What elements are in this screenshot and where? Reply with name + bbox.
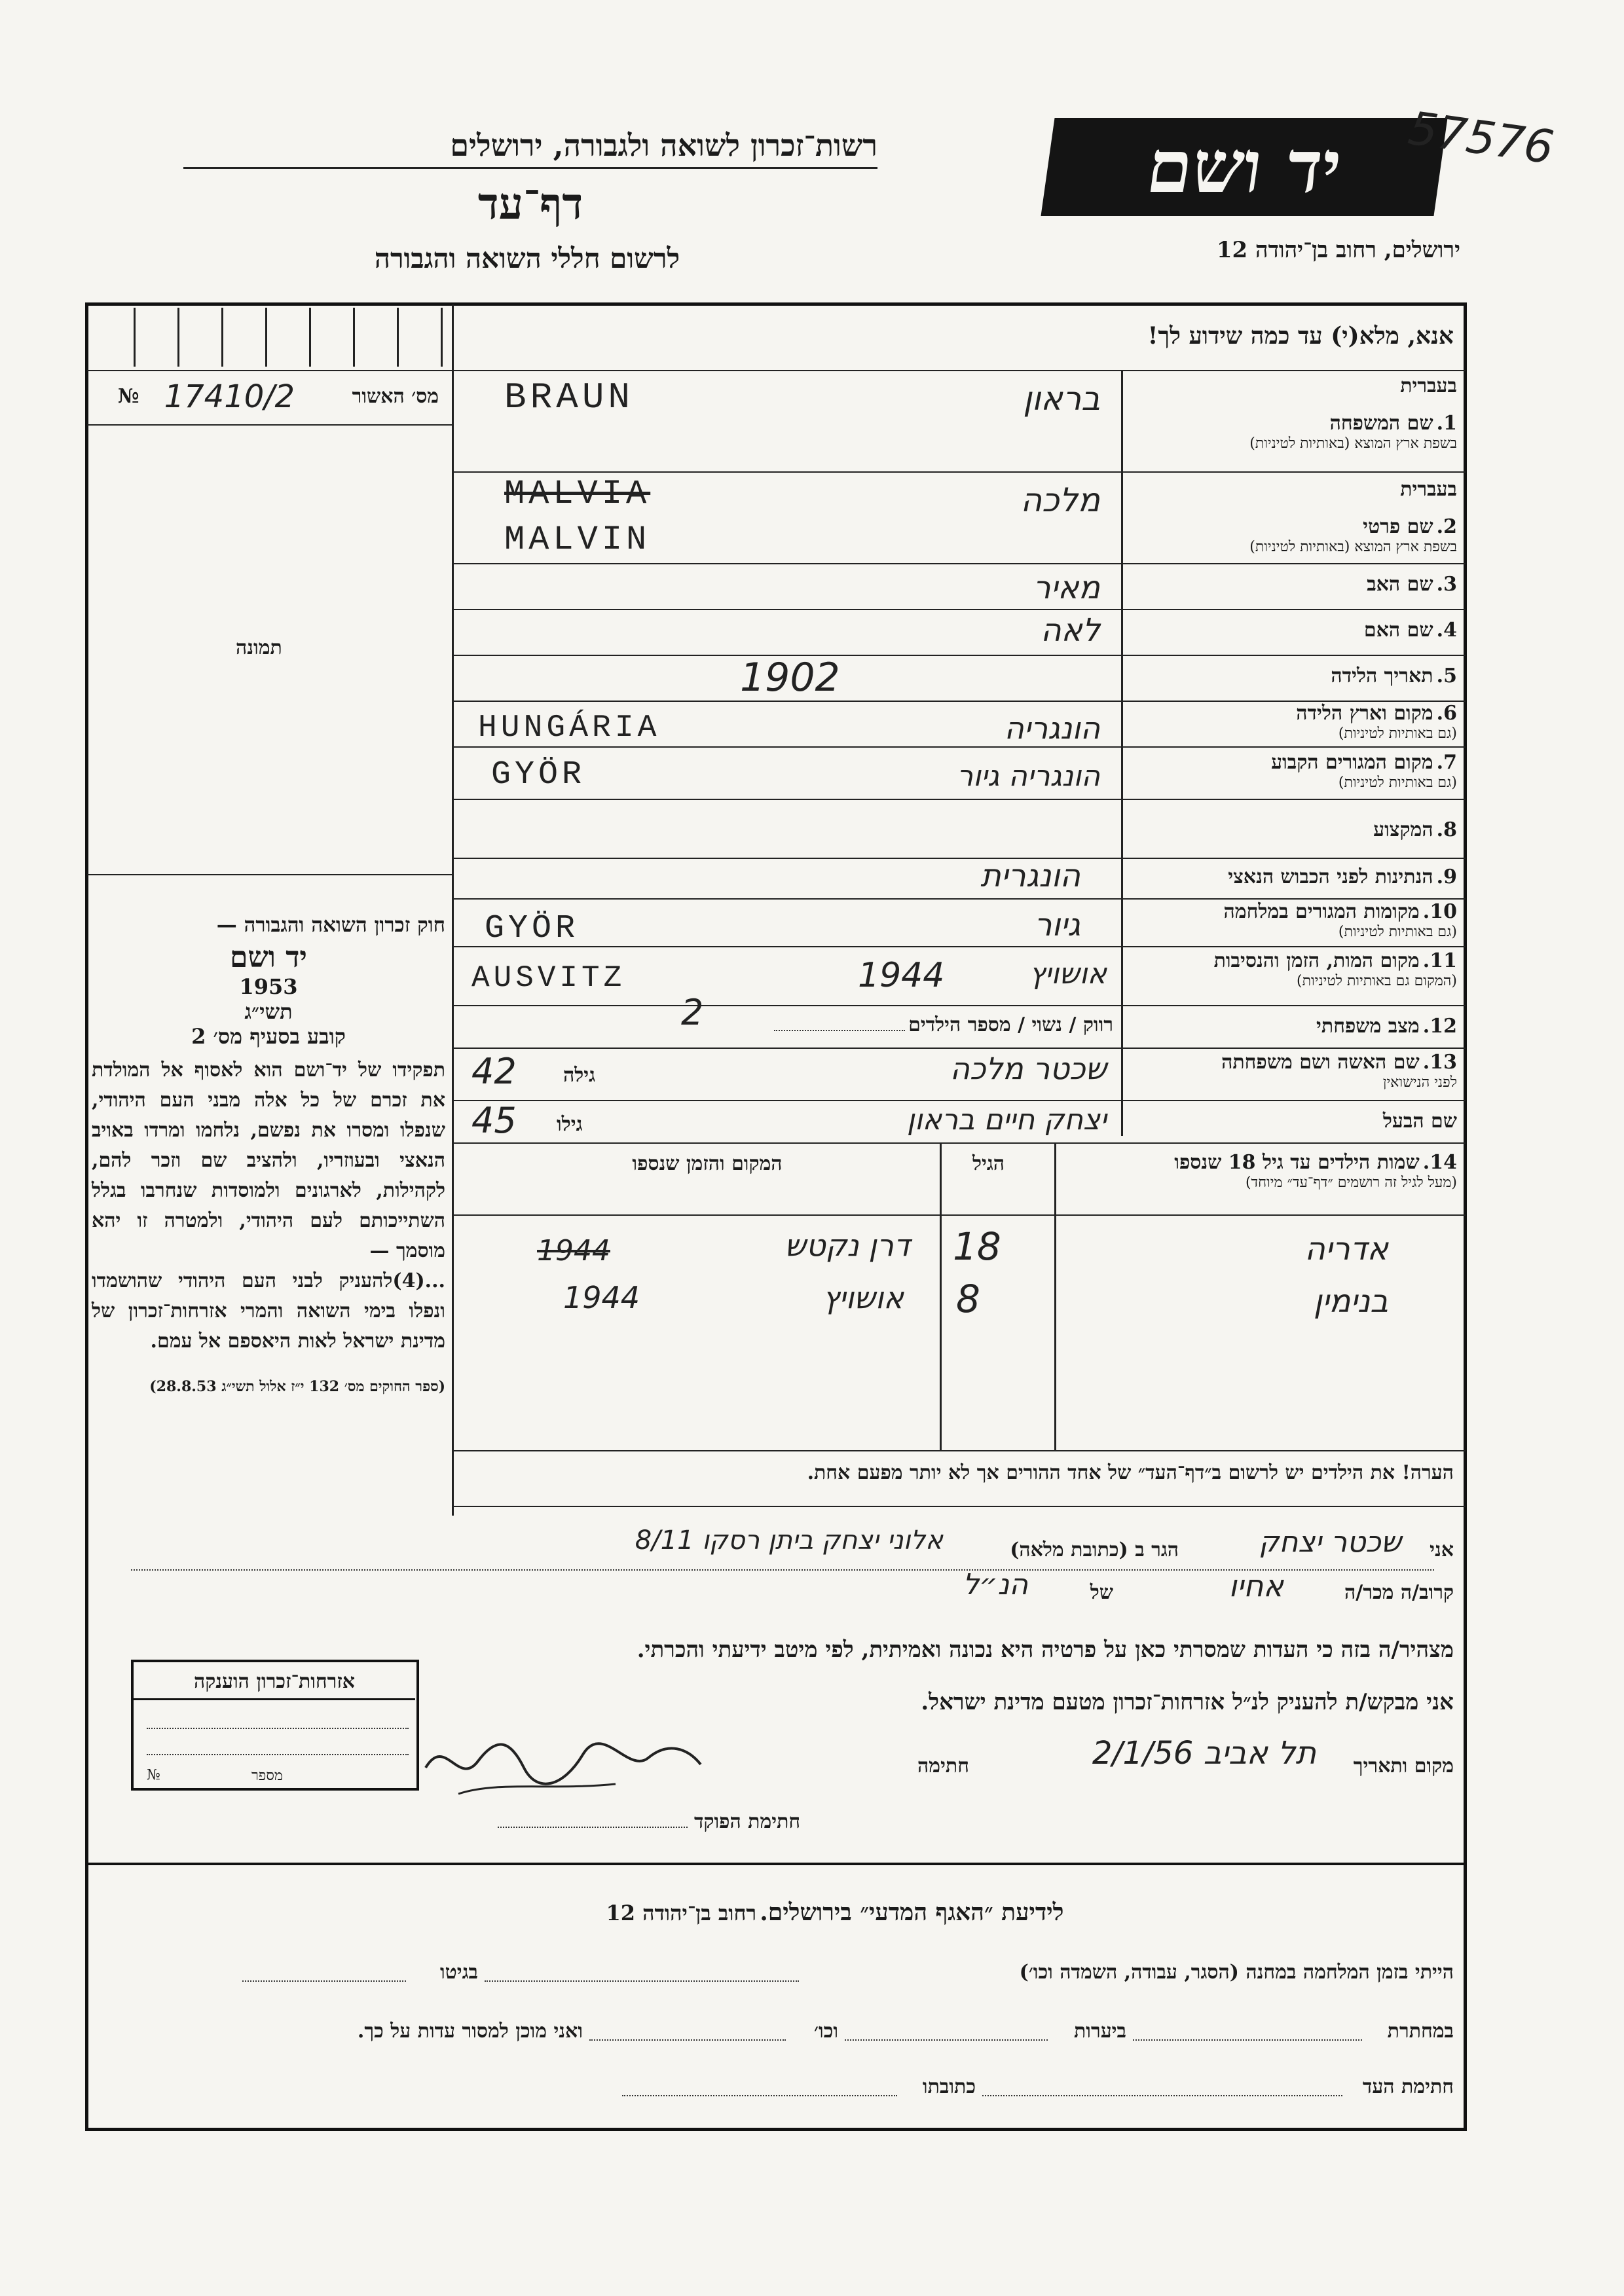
field-label: מקום המגורים הקבוע	[1271, 751, 1433, 774]
field-label: שם פרטי	[1363, 515, 1433, 538]
mother-name: לאה	[1041, 612, 1100, 649]
field-number: 2.	[1436, 515, 1457, 538]
field-row-3	[1123, 573, 1457, 596]
field-label: שם האב	[1367, 573, 1433, 596]
field-number: 14.	[1422, 1151, 1457, 1174]
row-line	[452, 1100, 1466, 1101]
field-row-7	[1123, 751, 1457, 791]
footer-line-1	[196, 1961, 1454, 1994]
field-row-6	[1123, 702, 1457, 742]
field-label: מקום וארץ הלידה	[1296, 702, 1433, 725]
age-header: הגיל	[972, 1152, 1005, 1175]
declarant-address: אלוני יצחק ביתן רסקו 8/11	[635, 1525, 943, 1556]
place-date-label: מקום ותאריך	[1353, 1755, 1454, 1777]
field-number: 9.	[1436, 866, 1457, 888]
field-row-husband	[1123, 1110, 1457, 1133]
footer-line-2	[98, 2020, 1454, 2052]
field-label: שם המשפחה	[1329, 412, 1433, 435]
field-tag: בעברית	[1400, 374, 1457, 397]
of-value: הנ״ל	[963, 1568, 1028, 1601]
field-row-8	[1123, 818, 1457, 841]
place-date-value: תל אביב 2/1/56	[1092, 1735, 1316, 1772]
authority-line: רשות־זכרון לשואה ולגבורה, ירושלים	[183, 128, 877, 169]
approval-row	[92, 378, 445, 418]
child-2-name: בנימין	[1313, 1283, 1388, 1320]
children-sub: (מעל לגיל זה רושמים ״דף־עד״ מיוחד)	[1245, 1175, 1457, 1191]
relative-label: קרוב/ה מכר/ה	[1344, 1581, 1454, 1604]
residence-hebrew: הונגריה גיור	[957, 759, 1100, 793]
row-line	[452, 1142, 1466, 1144]
residence-latin: GYÖR	[491, 756, 586, 793]
father-name: מאיר	[1033, 570, 1100, 606]
footer-title: לידיעת ״האגף המדעי״ בירושלים.	[760, 1899, 1064, 1926]
approval-value: 17410/2	[164, 378, 295, 415]
field-label: שם האם	[1363, 619, 1433, 642]
note: הערה! את הילדים יש לרשום ב״דף־העד״ של אחד ההורים אך לא יותר מפעם אחת.	[807, 1461, 1454, 1484]
footer-forests-label: ביערות	[1073, 2020, 1126, 2043]
row-line	[452, 563, 1466, 564]
footer-divider	[87, 1863, 1466, 1865]
row-line	[452, 799, 1466, 800]
field-tag: בעברית	[1400, 478, 1457, 501]
approval-cells	[92, 308, 449, 367]
field-number: 13.	[1422, 1051, 1457, 1074]
field-row-9	[1123, 866, 1457, 888]
wife-name: שכטר מלכה	[950, 1051, 1107, 1086]
row-line	[452, 746, 1466, 748]
field-number: 1.	[1436, 412, 1457, 435]
resides-label: הגר ב (כתובת מלאה)	[1010, 1539, 1179, 1561]
field-label: שם הבעל	[1382, 1110, 1457, 1133]
field-sub: בשפת ארץ המוצא (באותיות לטיניות)	[1249, 539, 1457, 555]
footer-title-row	[458, 1899, 1211, 1926]
footer-witness-signature-label: חתימת העד	[1362, 2075, 1454, 2098]
field-label: הנתינות לפני הכבוש הנאצי	[1228, 866, 1433, 888]
law-name: יד ושם	[230, 941, 307, 974]
of-label: של	[1090, 1581, 1113, 1604]
field-number: 10.	[1422, 900, 1457, 923]
given-name-latin: MALVIN	[504, 520, 651, 559]
form-title: דף־עד	[477, 178, 583, 229]
law-text-2: ...(4)להעניק לבני העם היהודי שהושמדו ונפלו בימי השואה והמרי אזרחות־זכרון של מדינת ישראל לאות היאספם אל עמם.	[92, 1269, 445, 1353]
field-row-4	[1123, 619, 1457, 642]
request: אני מבקש/ת להעניק לנ״ל אזרחות־זכרון מטעם מדינת ישראל.	[921, 1689, 1454, 1715]
declarant-name: שכטר יצחק	[1259, 1525, 1401, 1559]
box-line	[147, 1754, 409, 1755]
citizenship-title: אזרחות־זכרון הוענקה	[134, 1670, 415, 1700]
footer-address: רחוב בן־יהודה 12	[606, 1901, 757, 1925]
table-divider	[1054, 1142, 1056, 1450]
approval-label: מס׳ האשור	[352, 385, 439, 408]
law-text: תפקידו של יד־ושם הוא לאסוף אל המולדת את זכרם של כל אלה מבני העם היהודי, שנפלו ומסרו את נפשם, נלחמו ומרדו באויב הנאצי ובעוזריו, ולהציב שם וזכר להם, לקהילות, לארגונים ולמוסדות שנחרבו בגלל השתייכותם לעם היהודי, ולמטרה זו יהא מוסמך —	[92, 1059, 445, 1262]
footer-etc-label: וכו׳	[814, 2020, 838, 2043]
field-sub: (גם באותיות לטיניות)	[1338, 725, 1457, 742]
row-line	[452, 655, 1466, 656]
birth-place-latin: HUNGÁRIA	[478, 710, 661, 746]
field-label: מצב משפחתי	[1316, 1015, 1420, 1038]
surname-latin: BRAUN	[504, 376, 635, 418]
declarant-signature	[419, 1728, 707, 1800]
row-line	[87, 370, 1466, 371]
row-line	[452, 1214, 1466, 1216]
form-subtitle: לרשום חללי השואה והגבורה	[374, 242, 680, 274]
death-place-latin: AUSVITZ	[471, 961, 626, 995]
relation-value: אחיו	[1228, 1568, 1283, 1603]
citizenship-box	[131, 1660, 419, 1791]
field-sub: לפני הנישואין	[1382, 1074, 1457, 1091]
law-block	[92, 913, 445, 1397]
field-number: 4.	[1436, 619, 1457, 642]
child-2-age: 8	[956, 1277, 980, 1321]
archive-number: 57576	[1405, 101, 1557, 175]
law-year: 1953	[239, 974, 298, 999]
child-1-year: 1944	[537, 1234, 610, 1267]
intro-text: אנא, מלא(י) עד כמה שידוע לך!	[1147, 322, 1454, 350]
field-row-1	[1123, 374, 1457, 452]
approval-prefix: №	[118, 385, 139, 408]
law-citation: (ספר החוקים מס׳ 132 י״ז אלול תשי״ג 28.8.53)	[149, 1378, 445, 1395]
child-1-name: אדריה	[1304, 1231, 1388, 1267]
marital-options-label: רווק / נשוי / מספר הילדים	[908, 1013, 1113, 1036]
nationality: הונגרית	[980, 858, 1080, 894]
children-header	[1058, 1151, 1457, 1191]
footer-address-label: כתובתו	[922, 2075, 976, 2098]
death-place-hebrew: אושויץ	[1029, 957, 1107, 991]
row-line	[452, 1005, 1466, 1006]
marital-status-options	[694, 1013, 1113, 1036]
field-row-11	[1123, 949, 1457, 989]
child-2-place: אושויץ	[822, 1280, 904, 1315]
table-divider	[940, 1142, 942, 1450]
row-line	[452, 1506, 1466, 1507]
field-row-13	[1123, 1051, 1457, 1091]
field-number: 3.	[1436, 573, 1457, 596]
death-year: 1944	[858, 956, 945, 995]
field-row-5	[1123, 665, 1457, 687]
field-label: מקום המות, הזמן והנסיבות	[1213, 949, 1420, 972]
field-label: מקומות המגורים במלחמה	[1223, 900, 1420, 923]
field-label: שם האשה ושם משפחתה	[1221, 1051, 1420, 1074]
row-line	[452, 1450, 1466, 1451]
field-sub: בשפת ארץ המוצא (באותיות לטיניות)	[1249, 435, 1457, 452]
birth-place-hebrew: הונגריה	[1004, 710, 1100, 746]
given-name-hebrew: מלכה	[1020, 481, 1100, 519]
yad-vashem-logo: יד ושם	[1041, 118, 1447, 216]
field-number: 5.	[1436, 665, 1457, 687]
row-line	[452, 609, 1466, 610]
i-label: אני	[1430, 1539, 1454, 1561]
footer-line-3	[393, 2075, 1454, 2108]
children-count: 2	[681, 992, 704, 1033]
law-title: חוק זכרון השואה והגבורה —	[216, 913, 445, 937]
child-1-age: 18	[953, 1224, 1001, 1269]
row-line	[452, 471, 1466, 473]
field-number: 11.	[1422, 949, 1457, 972]
husband-age-label: גילו	[557, 1113, 583, 1136]
row-line	[452, 898, 1466, 900]
field-sub: (המקום גם באותיות לטיניות)	[1297, 973, 1457, 989]
photo-label: תמונה	[236, 636, 282, 659]
field-sub: (גם באותיות לטיניות)	[1338, 774, 1457, 791]
box-line	[147, 1728, 409, 1729]
field-number: 7.	[1436, 751, 1457, 774]
field-row-12	[1123, 1015, 1457, 1038]
husband-name: יצחק חיים בראון	[906, 1103, 1107, 1137]
law-section: קובע בסעיף מס׳ 2	[191, 1024, 346, 1049]
citizenship-number-label: מספר	[251, 1768, 283, 1784]
row-line	[87, 874, 452, 875]
surname-hebrew: בראון	[1023, 380, 1100, 418]
field-number: 12.	[1422, 1015, 1457, 1038]
row-line	[452, 1048, 1466, 1049]
wartime-residence-latin: GYÖR	[485, 910, 580, 947]
field-number: 6.	[1436, 702, 1457, 725]
header-address: ירושלים, רחוב בן־יהודה 12	[1216, 237, 1460, 263]
footer-ghetto-label: בגיטו	[439, 1961, 478, 1984]
officer-signature-label: חתימת הפוקד	[694, 1810, 801, 1833]
footer-ready-label: ואני מוכן למסור עדות על כך.	[357, 2020, 583, 2043]
left-column-divider	[452, 304, 454, 1516]
officer-signature-line	[498, 1827, 688, 1828]
field-row-2	[1123, 478, 1457, 555]
field-row-10	[1123, 900, 1457, 940]
footer-underground-label: במחתרת	[1387, 2020, 1454, 2043]
row-line	[87, 424, 452, 426]
statement: מצהיר/ה בזה כי העדות שמסרתי כאן על פרטיה היא נכונה ואמיתית, לפי מיטב ידיעתי והכרתי.	[637, 1637, 1454, 1663]
given-name-latin-struck: MALVIA	[504, 475, 651, 513]
wife-age: 42	[471, 1051, 517, 1092]
row-line	[452, 946, 1466, 947]
footer-camp-label: הייתי בזמן המלחמה במחנה (הסגר, עבודה, השמדה וכו׳)	[1019, 1961, 1454, 1984]
citizenship-number-prefix: №	[147, 1767, 160, 1783]
field-label: המקצוע	[1373, 818, 1433, 841]
field-number: 8.	[1436, 818, 1457, 841]
declaration-line-2	[786, 1568, 1454, 1614]
field-sub: (גם באותיות לטיניות)	[1338, 924, 1457, 940]
place-header: המקום והזמן שנספו	[632, 1152, 783, 1175]
child-1-place: דרן נקטש	[784, 1228, 910, 1263]
children-label: שמות הילדים עד גיל 18 שנספו	[1174, 1151, 1420, 1174]
law-hebrew-year: תשי״ג	[244, 999, 293, 1024]
field-label: תאריך הלידה	[1331, 665, 1433, 687]
wife-age-label: גילה	[563, 1064, 596, 1087]
child-2-year: 1944	[563, 1280, 640, 1315]
husband-age: 45	[471, 1100, 517, 1141]
wartime-residence-hebrew: גיור	[1034, 907, 1080, 943]
birth-date: 1902	[740, 655, 840, 701]
signature-label: חתימה	[917, 1755, 969, 1777]
